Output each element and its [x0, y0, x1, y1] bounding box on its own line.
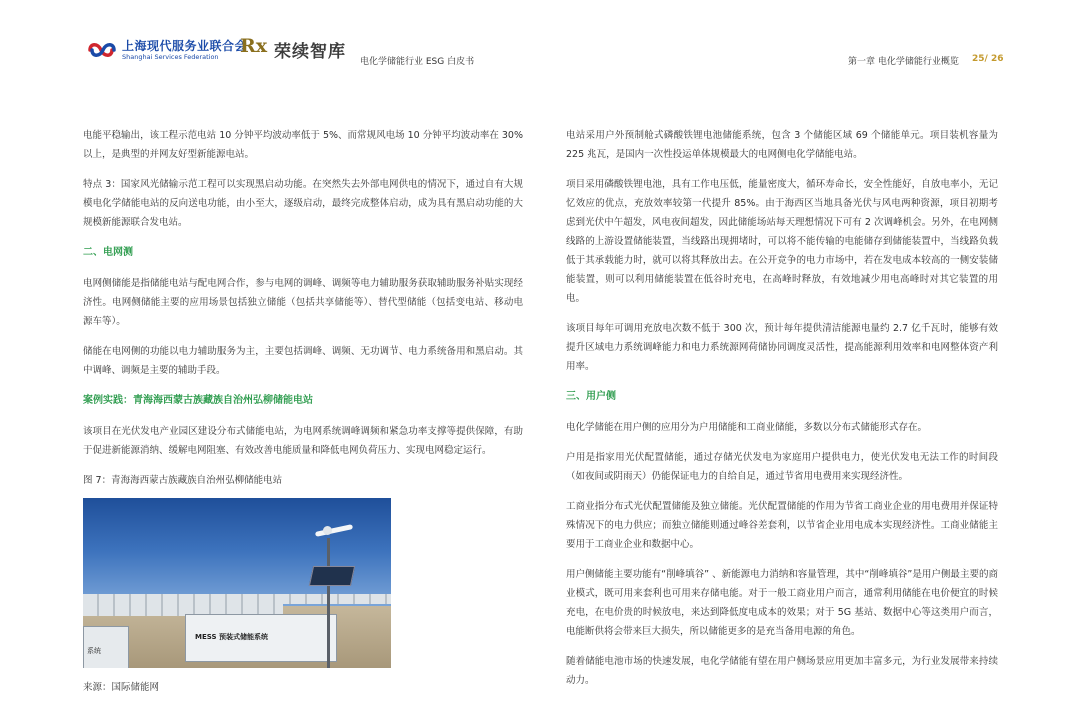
section-heading-user-side: 三、用户侧 — [566, 391, 616, 402]
paragraph: 工商业指分布式光伏配置储能及独立储能。光伏配置储能的作用为节省工商业企业的用电费用并保证特殊情况下的电力供应；而独立储能则通过峰谷差套利，以节省企业用电成本实现经济性。工商业储能主要用于工商业企业和数据中心。 — [566, 501, 998, 550]
federation-name-en: Shanghai Services Federation — [122, 53, 219, 61]
left-column — [83, 126, 523, 708]
paragraph: 储能在电网侧的功能以电力辅助服务为主，主要包括调峰、调频、无功调节、电力系统备用和黑启动。其中调峰、调频是主要的辅助手段。 — [83, 346, 523, 376]
brand-logo — [240, 35, 350, 65]
federation-logo-icon — [86, 39, 118, 61]
section-heading-grid-side: 二、电网测 — [83, 247, 133, 258]
federation-logo — [86, 36, 248, 66]
container-label-left: 系统 — [87, 647, 101, 655]
brand-name: 荣续智库 — [274, 42, 346, 62]
right-column — [566, 126, 998, 701]
paragraph: 电站采用户外预制舱式磷酸铁锂电池储能系统，包含 3 个储能区域 69 个储能单元。项目装机容量为 225 兆瓦，是国内一次性投运单体规模最大的电网侧电化学储能电站。 — [566, 130, 998, 160]
paragraph: 户用是指家用光伏配置储能，通过存储光伏发电为家庭用户提供电力，使光伏发电无法工作的时间段（如夜间或阴雨天）仍能保证电力的自给自足，通过节省用电费用来实现经济性。 — [566, 452, 998, 482]
turbine-pole — [327, 538, 330, 668]
energy-storage-station-photo — [83, 498, 391, 668]
paragraph: 电网侧储能是指储能电站与配电网合作，参与电网的调峰、调频等电力辅助服务获取辅助服务补贴实现经济性。电网侧储能主要的应用场景包括独立储能（包括共享储能等）、替代型储能（包括变电站、移动电源车等）。 — [83, 278, 523, 327]
document-title: 电化学储能行业 ESG 白皮书 — [360, 57, 475, 67]
paragraph: 电能平稳输出，该工程示范电站 10 分钟平均波动率低于 5%、而常规风电场 10 分钟平均波动率在 30% 以上，是典型的并网友好型新能源电站。 — [83, 130, 523, 160]
paragraph: 电化学储能在用户侧的应用分为户用储能和工商业储能，多数以分布式储能形式存在。 — [566, 422, 928, 433]
container-label-main: MESS 预装式储能系统 — [195, 633, 268, 641]
paragraph: 随着储能电池市场的快速发展，电化学储能有望在用户侧场景应用更加丰富多元，为行业发展带来持续动力。 — [566, 656, 998, 686]
paragraph: 该项目每年可调用充放电次数不低于 300 次，预计每年提供清洁能源电量约 2.7 亿千瓦时，能够有效提升区域电力系统调峰能力和电力系统源网荷储协同调度灵活性，提高能源利用效率和电网整体资产利用率。 — [566, 323, 998, 372]
paragraph: 特点 3：国家风光储输示范工程可以实现黑启动功能。在突然失去外部电网供电的情况下，通过自有大规模电化学储能电站的反向送电功能，由小至大，逐级启动，最终完成整体启动，成为具有黑启动功能的大规模新能源联合发电站。 — [83, 179, 523, 228]
chapter-title: 第一章 电化学储能行业概览 — [848, 57, 959, 67]
figure-source: 来源：国际储能网 — [83, 682, 160, 693]
container-row-far — [83, 594, 391, 604]
solar-panel — [309, 566, 355, 586]
federation-name-cn: 上海现代服务业联合会 — [122, 39, 248, 53]
paragraph: 项目采用磷酸铁锂电池，具有工作电压低，能量密度大，循环寿命长，安全性能好，自放电率小，无记忆效应的优点，充放效率较第一代提升 85%。由于海西区当地具备光伏与风电两种资源，项目初期考虑到光伏中午超发，风电夜间超发，因此储能场站每天理想情况下可有 2 次调峰机会。另外，在电网侧线路的上游设置储能装置，当线路出现拥堵时，可以将不能传输的电能储存到储能装置中，当线路负载低于其承载能力时，就可以将其释放出去。在公开竞争的电力市场中，若在发电成本较高的一侧安装储能装置，则可以利用储能装置在低谷时充电，在高峰时释放，有效地减少用电高峰时对其它装置的用电。 — [566, 179, 998, 304]
figure-caption: 图 7：青海海西蒙古族藏族自治州弘柳储能电站 — [83, 475, 283, 486]
paragraph: 用户侧储能主要功能有“削峰填谷” 、新能源电力消纳和容量管理，其中“削峰填谷”是用户侧最主要的商业模式，既可用来套利也可用来存储电能。对于一般工商业用户而言，通常利用储能在电价便宜的时候充电，在电价贵的时候放电，来达到降低度电成本的效果；对于 5G 基站、数据中心等这类用户而言，电能断供将会带来巨大损失，所以储能更多的是充当备用电源的角色。 — [566, 569, 998, 637]
case-study-heading: 案例实践：青海海西蒙古族藏族自治州弘柳储能电站 — [83, 395, 313, 406]
wind-turbine-hub — [323, 526, 332, 535]
brand-mark: Rx — [240, 35, 268, 57]
page-number: 25/ 26 — [972, 54, 1004, 64]
paragraph: 该项目在光伏发电产业园区建设分布式储能电站，为电网系统调峰调频和紧急功率支撑等提供保障，有助于促进新能源消纳、缓解电网阻塞、有效改善电能质量和降低电网负荷压力、实现电网稳定运行。 — [83, 426, 523, 456]
page-header — [0, 0, 1080, 80]
